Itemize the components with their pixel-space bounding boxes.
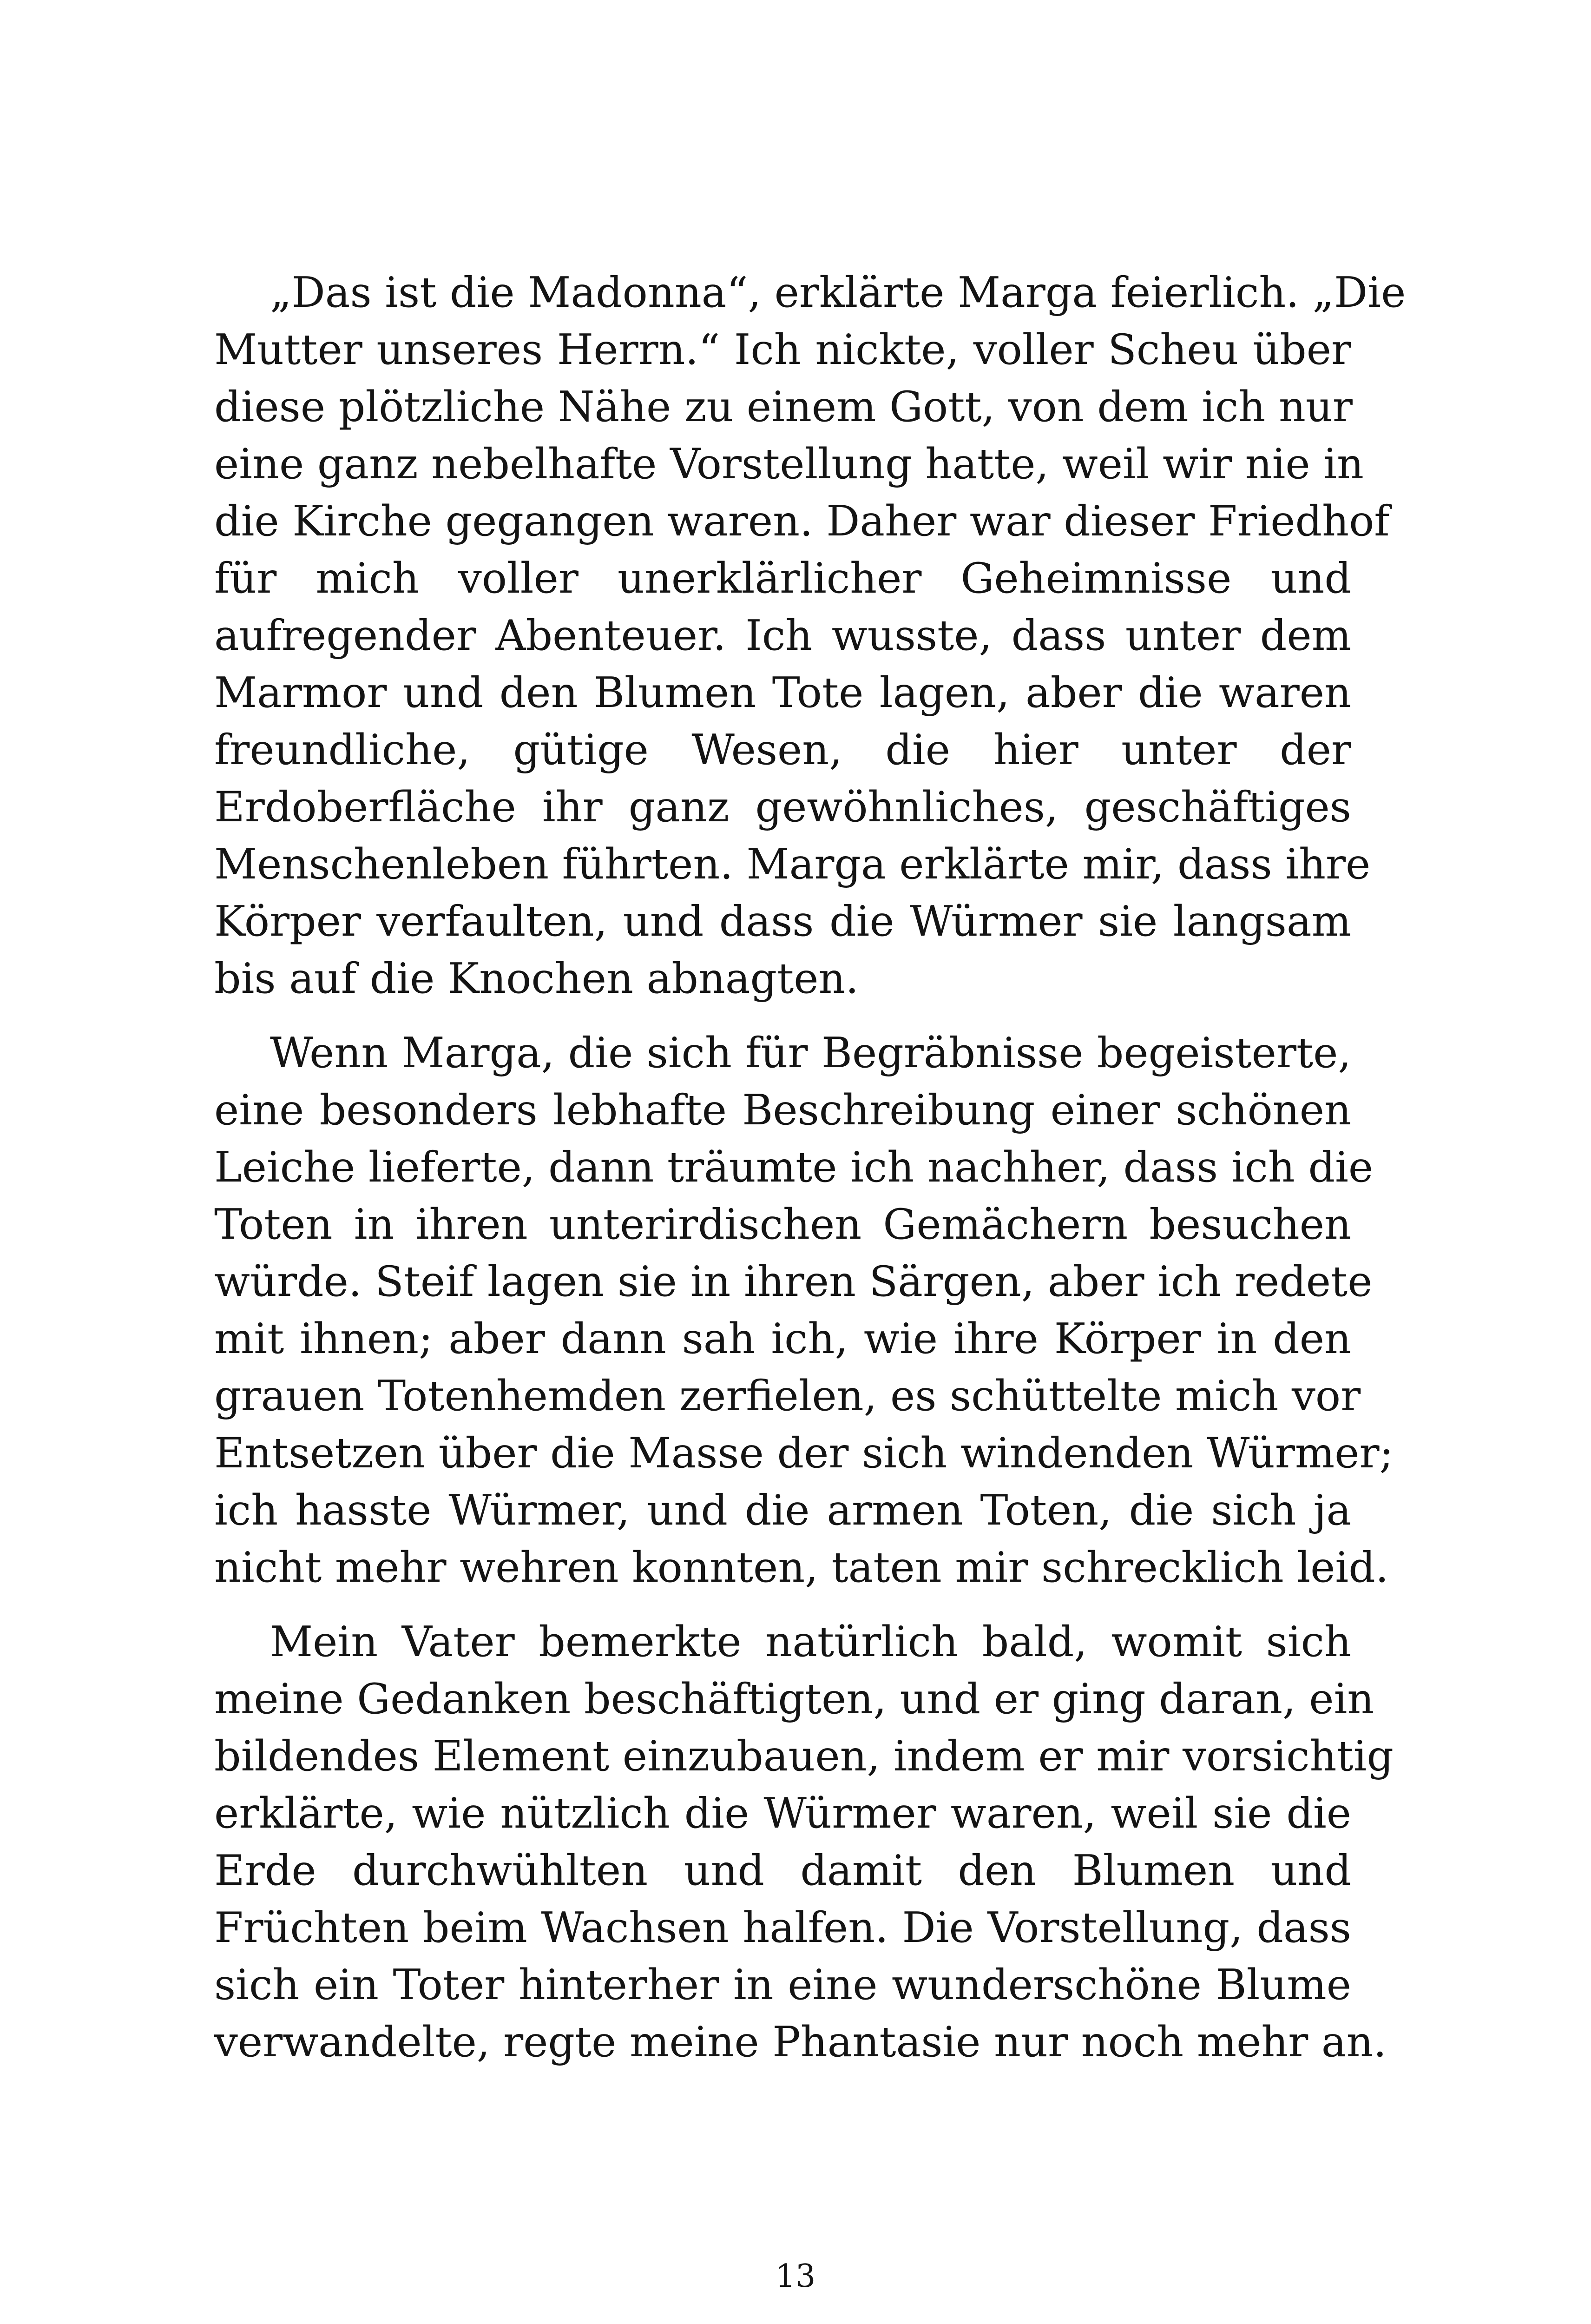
text-line: bildendes Element einzubauen, indem er mir vorsichtig: [214, 1732, 1394, 1781]
paragraph-1: [214, 264, 1406, 1007]
paragraph-3: [214, 1613, 1394, 2071]
text-line: Erde durchwühlten und damit den Blumen und: [214, 1846, 1351, 1895]
text-line: sich ein Toter hinterher in eine wunderschöne Blume: [214, 1961, 1351, 2009]
text-line: ich hasste Würmer, und die armen Toten, die sich ja: [214, 1486, 1351, 1535]
paragraph-2: [214, 1024, 1394, 1596]
text-line: grauen Totenhemden zerfielen, es schüttelte mich vor: [214, 1372, 1361, 1420]
text-line: mit ihnen; aber dann sah ich, wie ihre Körper in den: [214, 1314, 1351, 1363]
text-line: verwandelte, regte meine Phantasie nur noch mehr an.: [214, 2018, 1387, 2067]
body-text: [214, 264, 1406, 2088]
text-line: Mein Vater bemerkte natürlich bald, womit sich: [270, 1618, 1351, 1666]
text-line: „Das ist die Madonna“, erklärte Marga feierlich. „Die: [270, 268, 1406, 317]
text-line: Menschenleben führten. Marga erklärte mir, dass ihre: [214, 840, 1371, 889]
text-line: Wenn Marga, die sich für Begräbnisse begeisterte,: [270, 1029, 1351, 1077]
text-line: erklärte, wie nützlich die Würmer waren, weil sie die: [214, 1789, 1351, 1838]
page-number: 13: [775, 2258, 816, 2295]
text-line: Früchten beim Wachsen halfen. Die Vorstellung, dass: [214, 1903, 1351, 1952]
text-line: nicht mehr wehren konnten, taten mir schrecklich leid.: [214, 1543, 1389, 1592]
text-line: würde. Steif lagen sie in ihren Särgen, aber ich redete: [214, 1257, 1373, 1306]
text-line: für mich voller unerklärlicher Geheimnisse und: [214, 554, 1351, 603]
text-line: diese plötzliche Nähe zu einem Gott, von dem ich nur: [214, 383, 1353, 431]
text-line: Toten in ihren unterirdischen Gemächern besuchen: [214, 1200, 1351, 1249]
text-line: Erdoberfläche ihr ganz gewöhnliches, geschäftiges: [214, 783, 1351, 832]
text-line: aufregender Abenteuer. Ich wusste, dass unter dem: [214, 611, 1351, 660]
text-line: freundliche, gütige Wesen, die hier unter der: [214, 726, 1351, 774]
text-line: meine Gedanken beschäftigten, und er ging daran, ein: [214, 1675, 1374, 1723]
text-line: Entsetzen über die Masse der sich windenden Würmer;: [214, 1429, 1394, 1478]
text-line: die Kirche gegangen waren. Daher war dieser Friedhof: [214, 497, 1390, 546]
text-line: Mutter unseres Herrn.“ Ich nickte, voller Scheu über: [214, 325, 1351, 374]
text-line: Marmor und den Blumen Tote lagen, aber die waren: [214, 668, 1351, 717]
text-line: Leiche lieferte, dann träumte ich nachher, dass ich die: [214, 1143, 1374, 1192]
text-line: Körper verfaulten, und dass die Würmer sie langsam: [214, 897, 1351, 946]
text-line: eine besonders lebhafte Beschreibung einer schönen: [214, 1086, 1351, 1135]
text-line: bis auf die Knochen abnagten.: [214, 954, 859, 1003]
text-line: eine ganz nebelhafte Vorstellung hatte, weil wir nie in: [214, 440, 1364, 489]
